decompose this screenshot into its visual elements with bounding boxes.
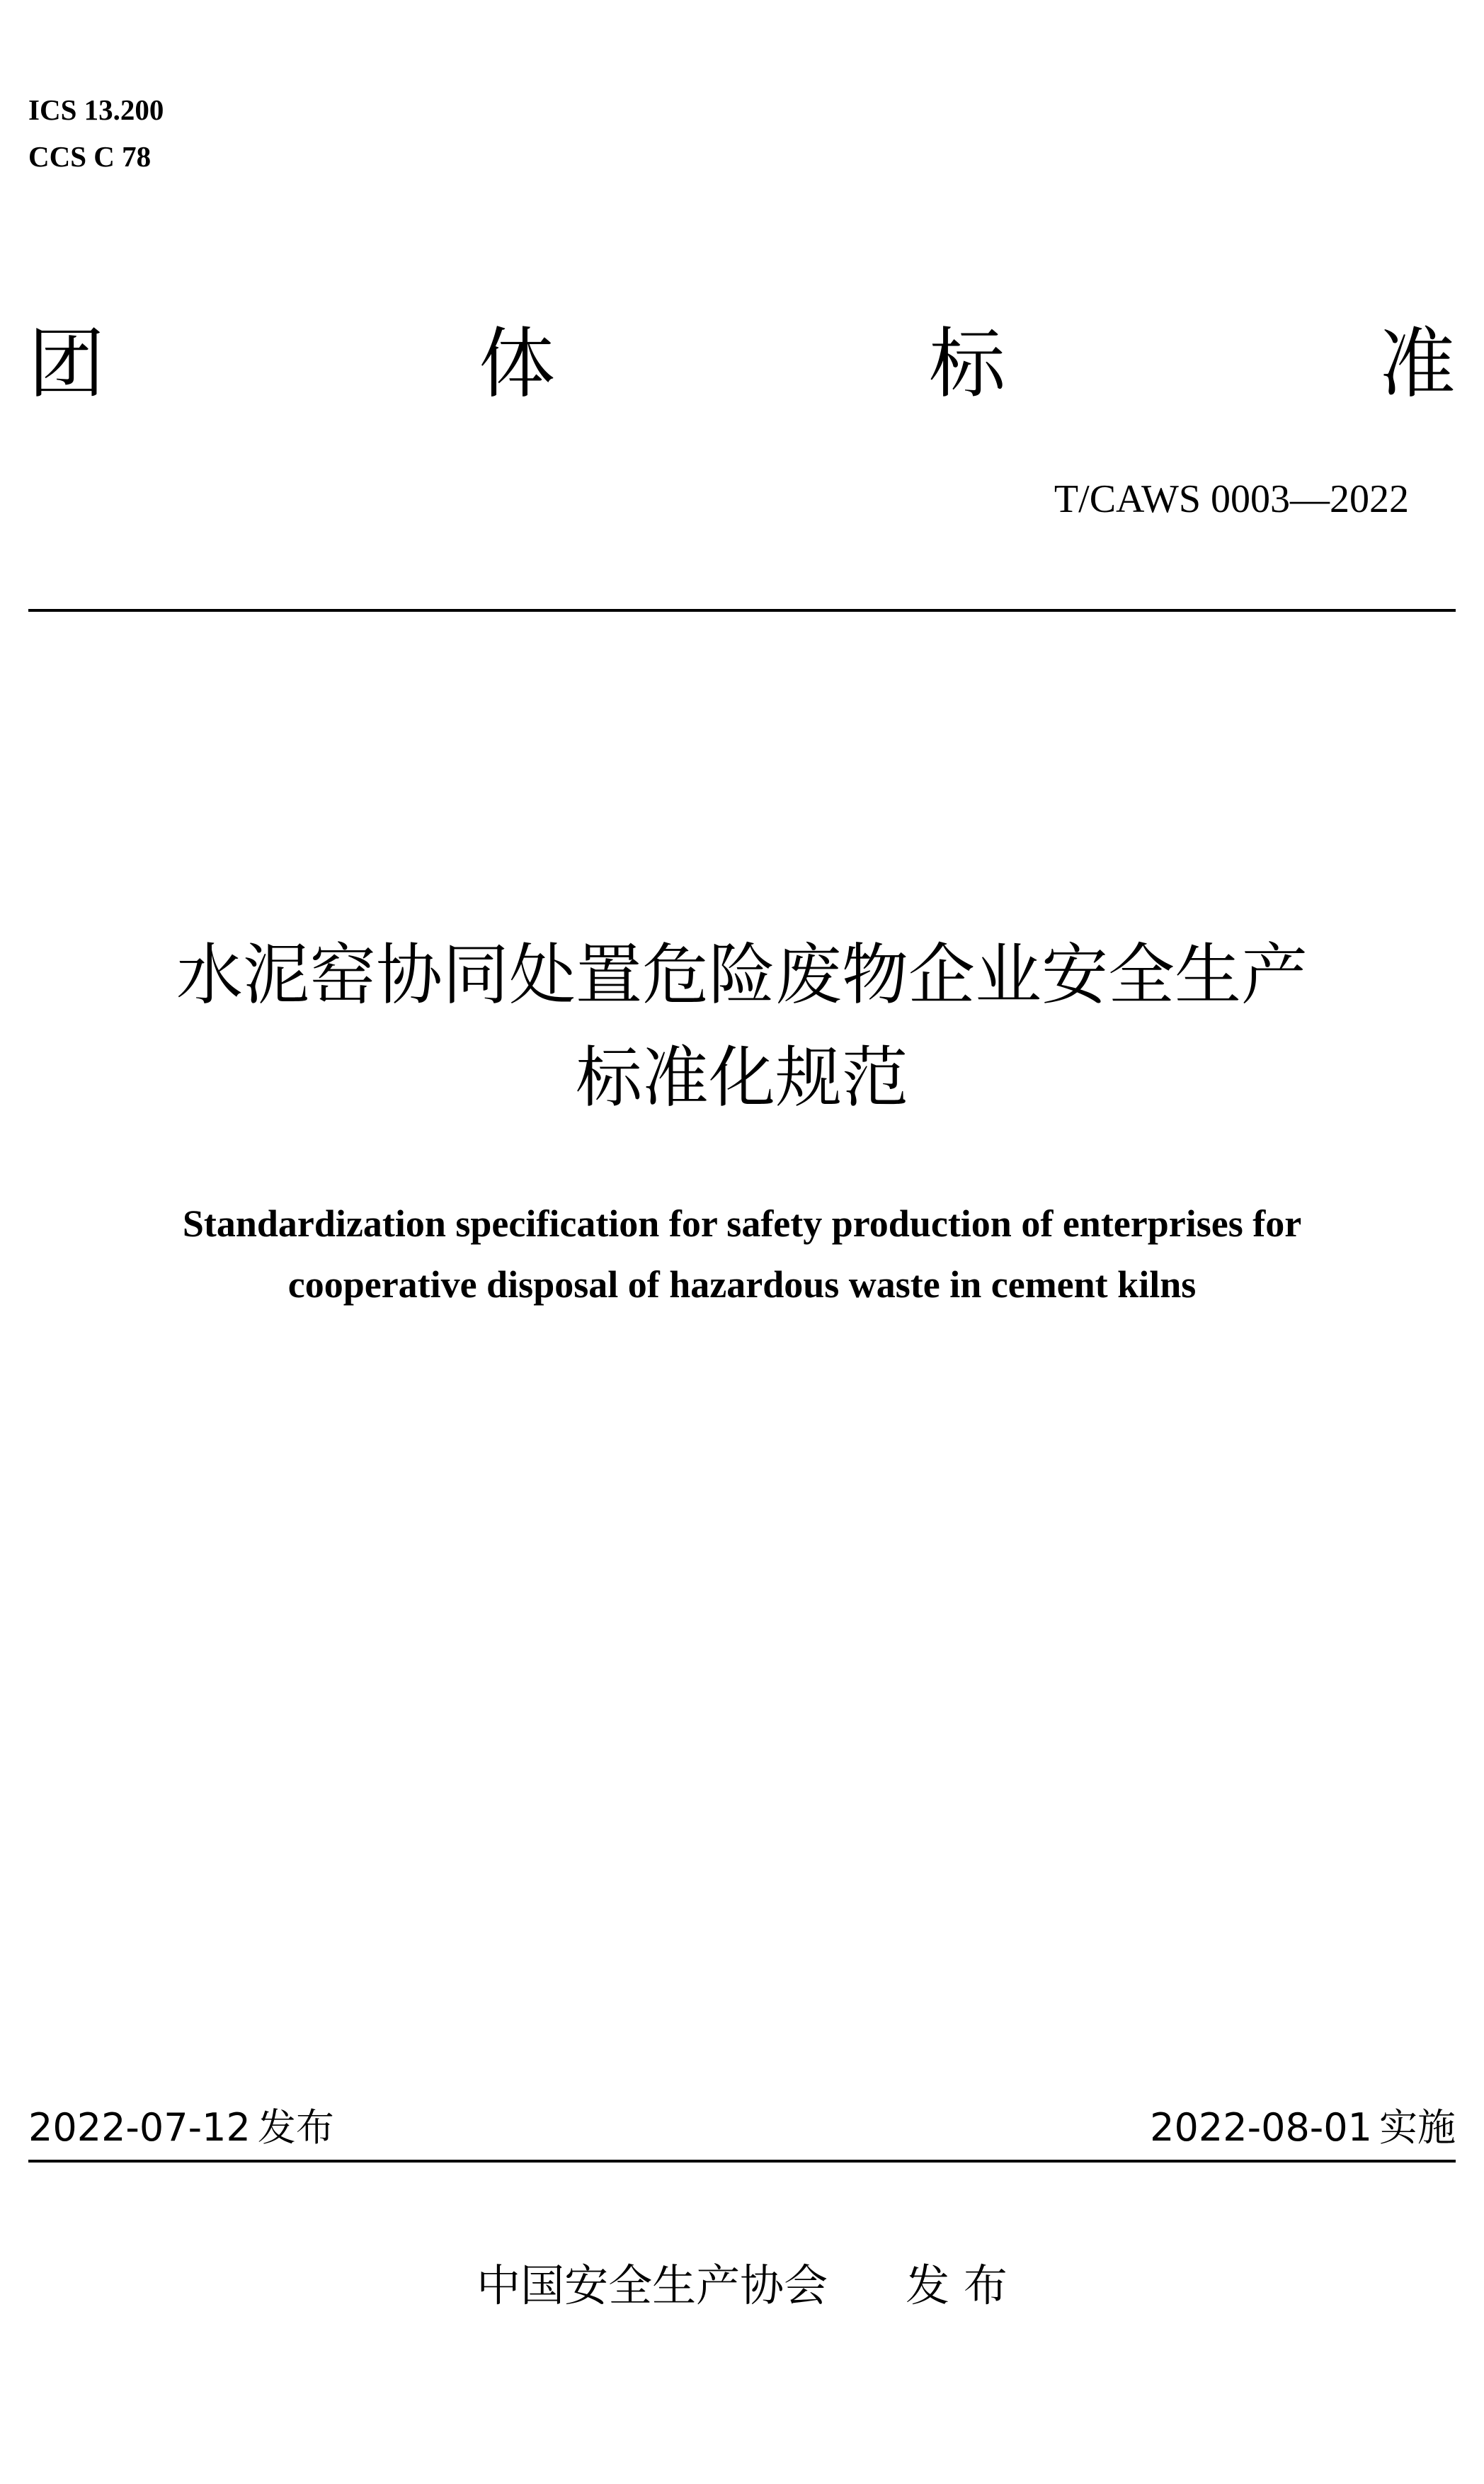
standard-type-char-1: 团 [28, 320, 105, 409]
classification-codes [28, 86, 164, 180]
ccs-code: CCS C 78 [28, 140, 152, 173]
publish-date-value: 2022-07-12 [28, 2105, 251, 2150]
publish-date-label: 发布 [257, 2105, 334, 2150]
english-title [28, 1193, 1456, 1315]
publisher-line [0, 2257, 1484, 2314]
publish-date [28, 2103, 334, 2153]
implement-date-value: 2022-08-01 [1150, 2105, 1372, 2150]
publisher-organization: 中国安全生产协会 [476, 2260, 828, 2311]
english-title-line-1: Standardization specification for safety production of enterprises for [182, 1202, 1302, 1245]
publisher-action: 发 布 [906, 2260, 1008, 2311]
date-row [28, 2096, 1456, 2153]
standard-type-char-2: 体 [478, 320, 555, 409]
chinese-title-line-2: 标准化规范 [575, 1039, 908, 1117]
english-title-line-2: cooperative disposal of hazardous waste in cement kilns [287, 1263, 1197, 1306]
header-divider [28, 609, 1456, 612]
chinese-title-line-1: 水泥窑协同处置危险废物企业安全生产 [176, 937, 1308, 1014]
chinese-title [28, 924, 1456, 1129]
standard-type-char-3: 标 [928, 320, 1005, 409]
standard-type-char-4: 准 [1379, 320, 1456, 409]
standard-type-heading [28, 319, 1456, 411]
footer-divider [28, 2160, 1456, 2163]
implement-date [1150, 2103, 1456, 2153]
standard-number: T/CAWS 0003—2022 [1054, 477, 1409, 521]
implement-date-label: 实施 [1379, 2105, 1456, 2150]
ics-code: ICS 13.200 [28, 93, 164, 126]
